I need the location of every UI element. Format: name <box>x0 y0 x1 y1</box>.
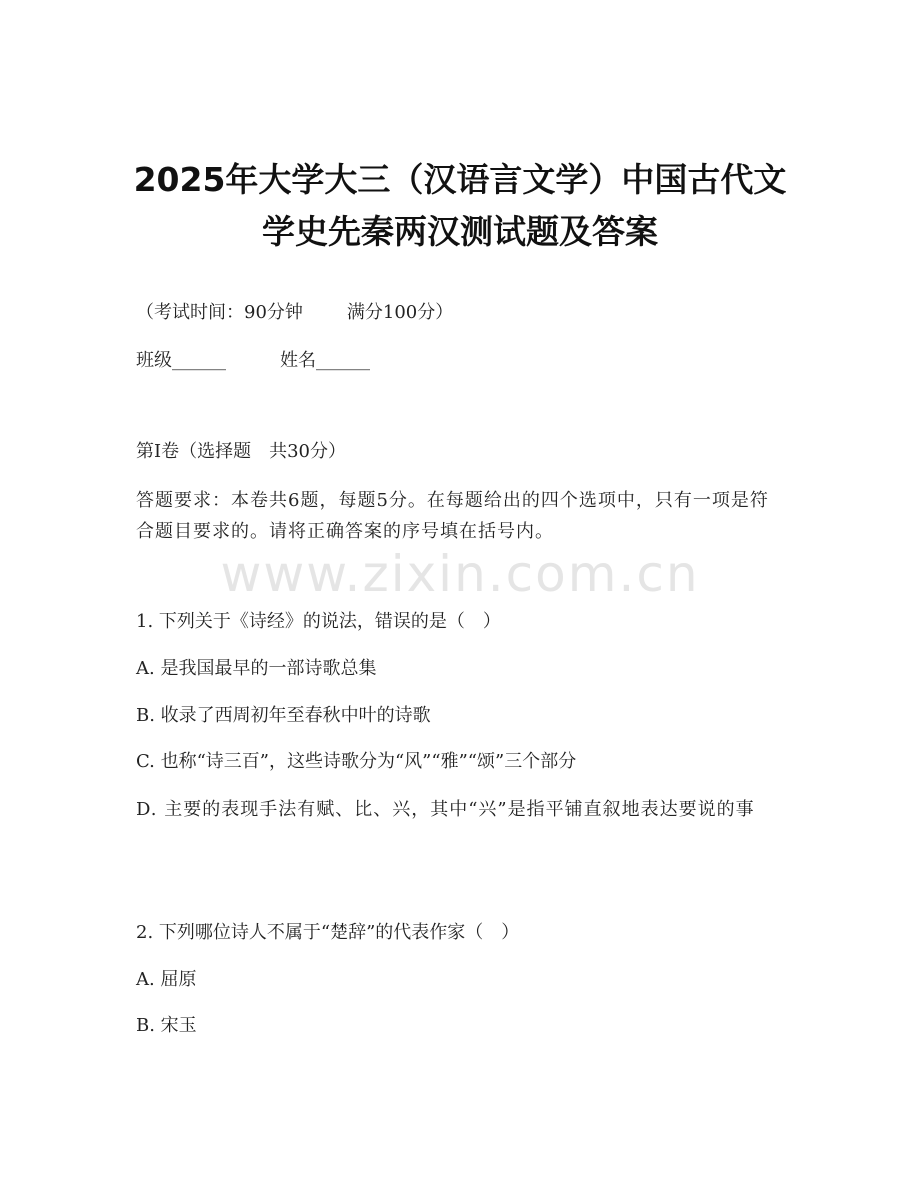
question-1-option-a: A. 是我国最早的一部诗歌总集 <box>136 658 377 679</box>
exam-info-row <box>136 299 453 327</box>
exam-time: （考试时间：90分钟 <box>136 302 303 323</box>
name-field: 姓名______ <box>280 350 370 371</box>
question-1-option-c: C. 也称“诗三百”，这些诗歌分为“风”“雅”“颂”三个部分 <box>136 751 577 772</box>
question-1-option-d: D. 主要的表现手法有赋、比、兴，其中“兴”是指平铺直叙地表达要说的事 <box>136 799 755 820</box>
student-info-row <box>136 347 370 375</box>
document-title <box>110 154 810 258</box>
exam-score: 满分100分） <box>346 302 454 323</box>
section-instructions: 答题要求：本卷共6题，每题5分。在每题给出的四个选项中，只有一项是符合题目要求的。请将正确答案的序号填在括号内。 <box>136 490 769 542</box>
question-1-stem: 1. 下列关于《诗经》的说法，错误的是（ ） <box>136 611 501 632</box>
class-field: 班级______ <box>136 350 226 371</box>
title-line-2: 学史先秦两汉测试题及答案 <box>262 212 658 251</box>
section-title: 第Ⅰ卷（选择题 共30分） <box>136 441 347 462</box>
question-2-stem: 2. 下列哪位诗人不属于“楚辞”的代表作家（ ） <box>136 922 520 943</box>
question-1-option-b: B. 收录了西周初年至春秋中叶的诗歌 <box>136 705 431 726</box>
title-line-1: 2025年大学大三（汉语言文学）中国古代文 <box>133 160 787 199</box>
question-2-option-a: A. 屈原 <box>136 969 197 990</box>
question-2-option-b: B. 宋玉 <box>136 1015 197 1036</box>
watermark: www.zixin.com.cn <box>220 545 700 603</box>
